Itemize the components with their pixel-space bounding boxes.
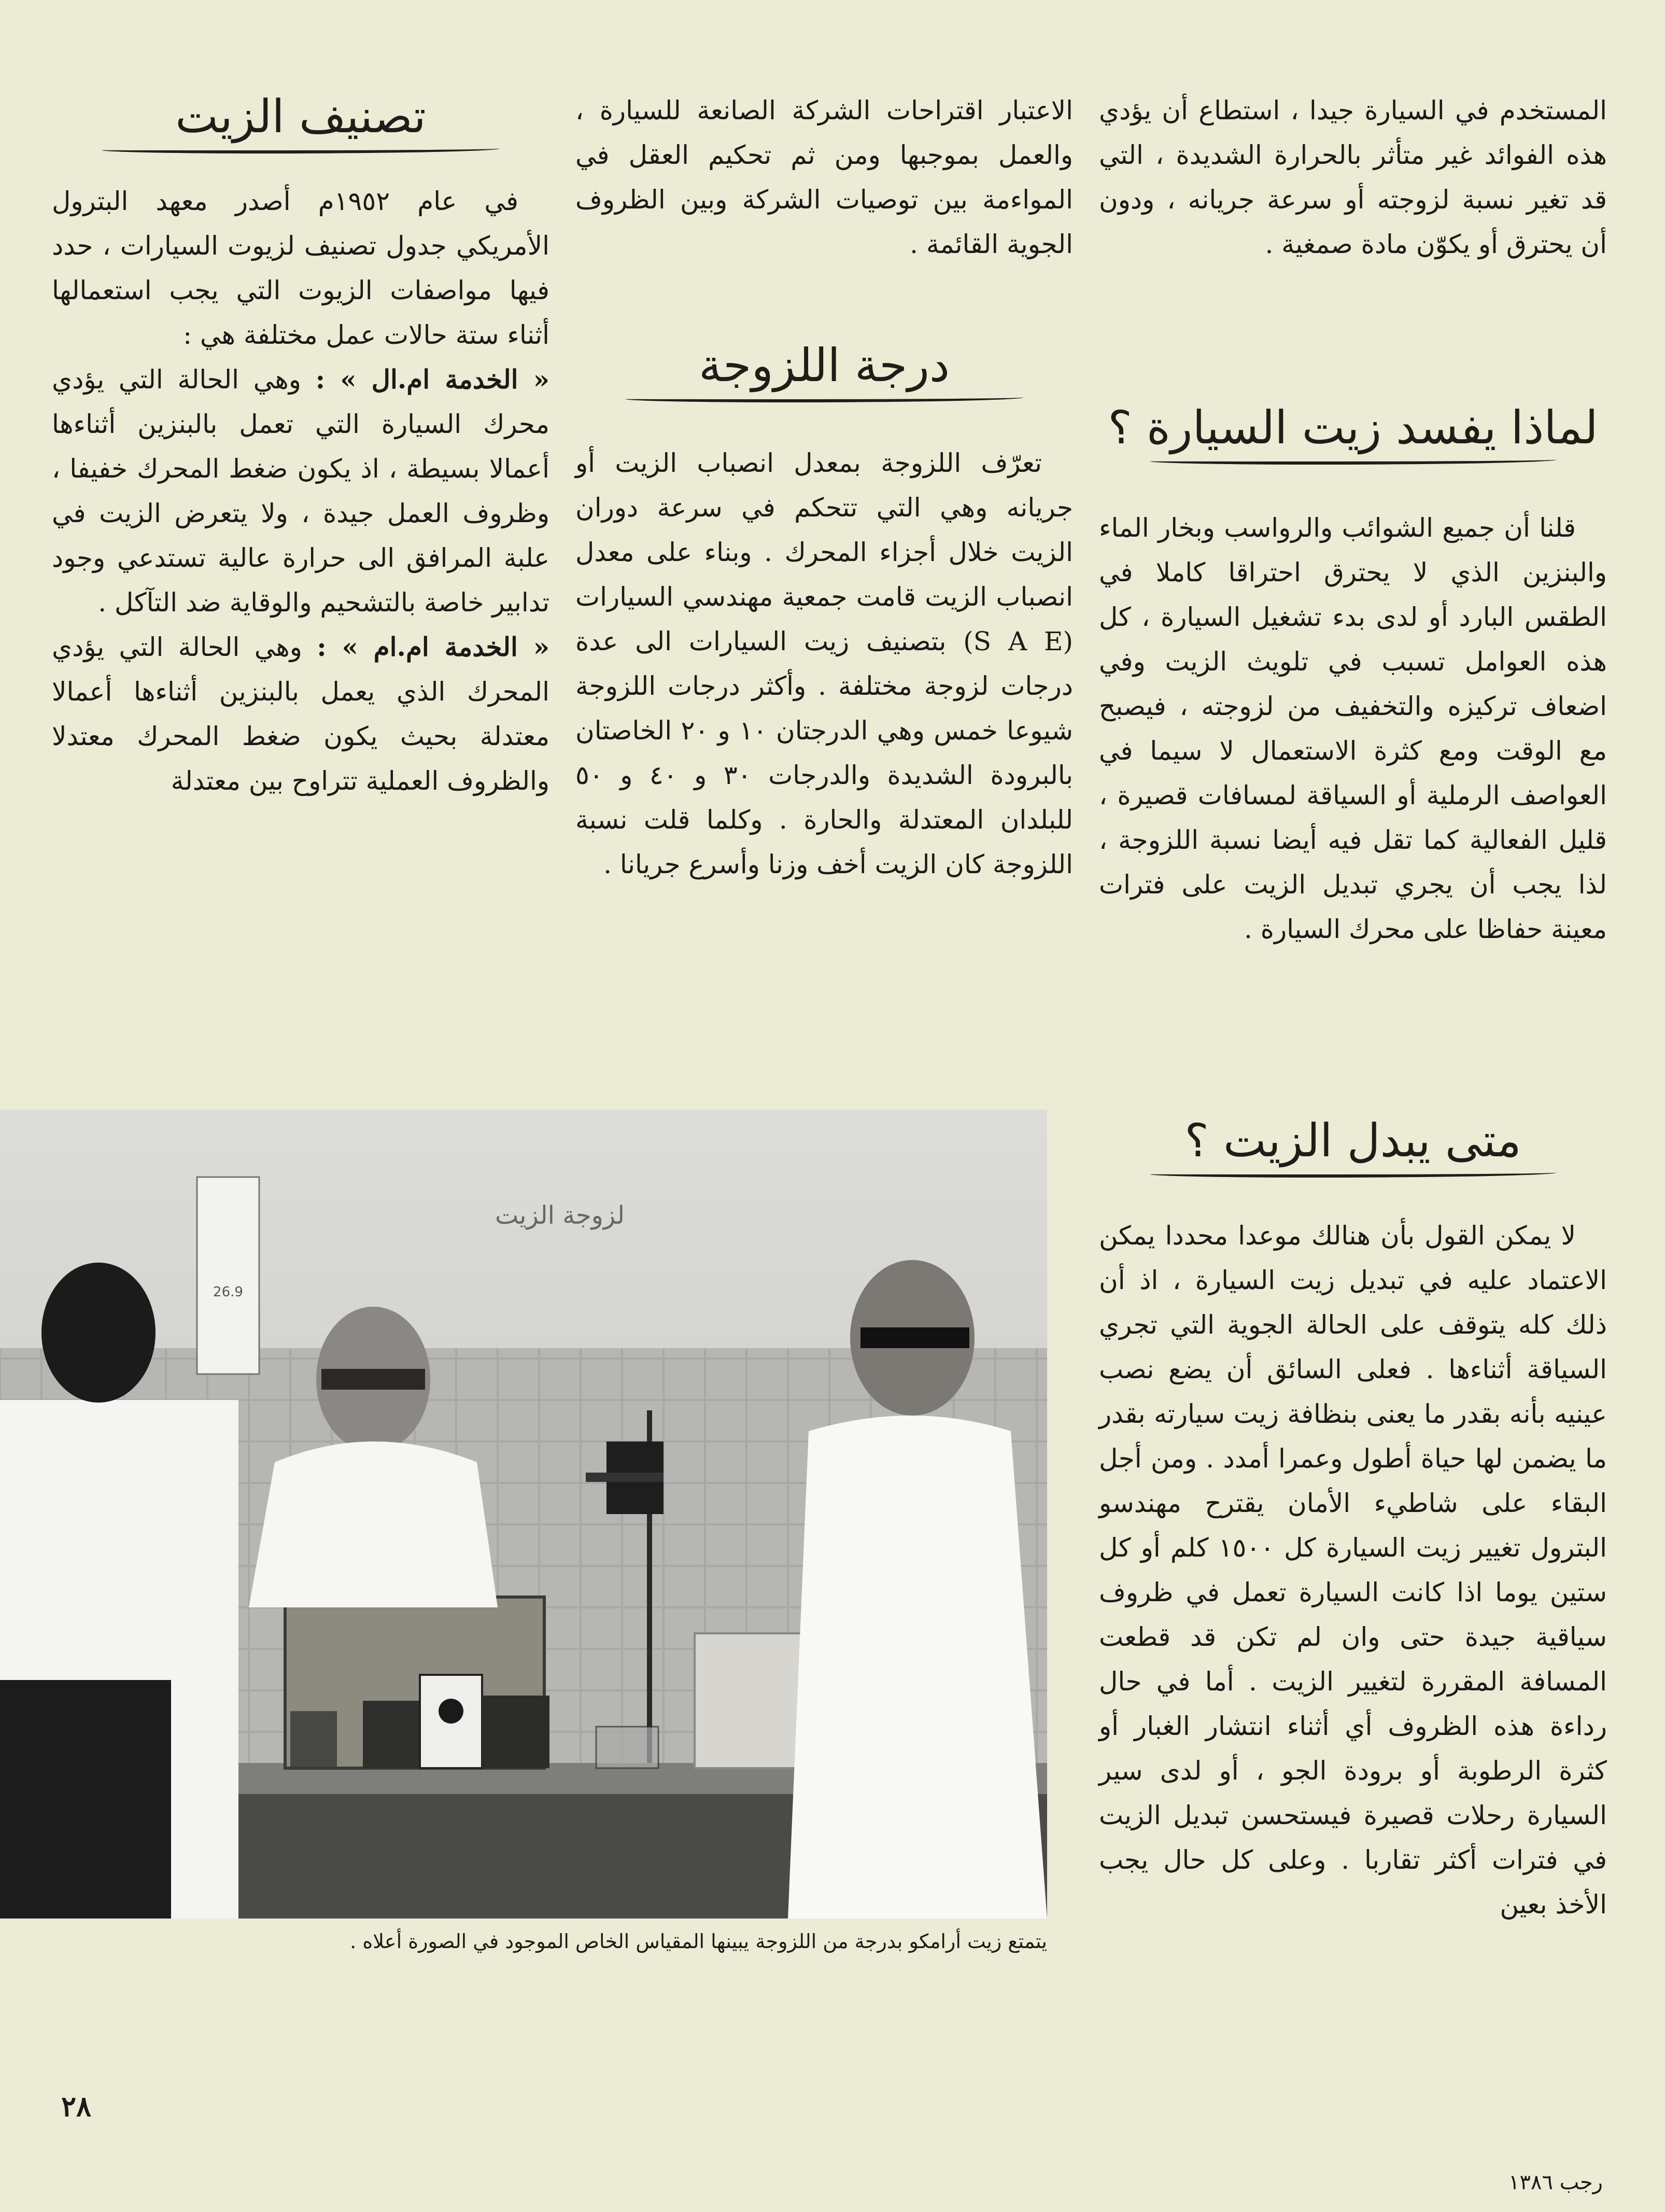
service-ml-text: وهي الحالة التي يؤدي محرك السيارة التي تعمل بالبنزين أثناءها أعمالا بسيطة ، اذ يكون ضغط المحرك خفيفا ، وظروف العمل جيدة ، ولا يتعرض الزيت في علبة المرافق الى حرارة عالية تستدعي وجود تدابير خاصة بالتشحيم والوقاية ضد التآكل . [52,365,549,618]
section-paragraph: لا يمكن القول بأن هنالك موعدا محددا يمكن الاعتماد عليه في تبديل زيت السيارة ، اذ أن ذلك كله يتوقف على الحالة الجوية التي تجري السياقة أثناءها . فعلى السائق أن يضع نصب عينيه بأنه بقدر ما يعنى بنظافة زيت سيارته بقدر ما يضمن لها حياة أطول وعمرا أمدد . ومن أجل البقاء على شاطيء الأمان يقترح مهندسو البترول تغيير زيت السيارة كل ١٥٠٠ كلم أو كل ستين يوما اذا كانت السيارة تعمل في ظروف سياقية جيدة حتى وان لم تكن قد قطعت المسافة المقررة لتغيير الزيت . أما في حال رداءة هذه الظروف أي أثناء انتشار الغبار أو كثرة الرطوبة أو برودة الجو ، أو لدى سير السيارة رحلات قصيرة فيستحسن تبديل الزيت في فترات أكثر تقاربا . وعلى كل حال يجب الأخذ بعين [1099,1221,1607,1920]
section-paragraph: تعرّف اللزوجة بمعدل انصباب الزيت أو جريانه وهي التي تتحكم في سرعة دوران الزيت خلال أجزاء المحرك . وبناء على معدل انصباب الزيت قامت جمعية مهندسي السيارات (S A E) بتصنيف زيت السيارات الى عدة درجات لزوجة مختلفة . وأكثر درجات اللزوجة شيوعا خمس وهي الدرجتان ١٠ و ٢٠ الخاصتان بالبرودة الشديدة والدرجات ٣٠ و ٤٠ و ٥٠ للبلدان المعتدلة والحارة . وكلما قلت نسبة اللزوجة كان الزيت أخف وزنا وأسرع جريانا . [575,448,1074,879]
intro-paragraph: الاعتبار اقتراحات الشركة الصانعة للسيارة ، والعمل بموجبها ومن ثم تحكيم العقل في المواءمة بين توصيات الشركة وبين الظروف الجوية القائمة . [575,95,1073,259]
section-title-text: تصنيف الزيت [175,90,426,143]
section-title-oil-classification [52,88,549,153]
section-title-text: درجة اللزوجة [698,339,950,392]
page-number: ٢٨ [61,2090,92,2123]
service-mm-paragraph [52,625,549,803]
section-title-viscosity-grade [575,337,1073,402]
section-paragraph: قلنا أن جميع الشوائب والرواسب وبخار الماء والبنزين الذي لا يحترق احتراقا كاملا في الطقس البارد أو لدى بدء تشغيل السيارة ، كل هذه العوامل تسبب في تلويث الزيت وفي اضعاف تركيزه والتخفيف من لزوجته ، فيصبح مع الوقت ومع كثرة الاستعمال لا سيما في العواصف الرملية أو السياقة لمسافات قصيرة ، قليل الفعالية كما تقل فيه أيضا نسبة اللزوجة ، لذا يجب أن يجري تبديل الزيت على فترات معينة حفاظا على محرك السيارة . [1099,513,1607,944]
service-ml-label: « الخدمة ام.ال » : [315,364,549,395]
board-number: 26.9 [213,1284,243,1300]
issue-date: رجب ١٣٨٦ [1508,2171,1603,2194]
title-underline [1150,1169,1556,1178]
section-title-text: متى يبدل الزيت ؟ [1184,1114,1521,1167]
title-underline [625,394,1023,402]
section-title-when-change-oil [1099,1112,1607,1178]
service-ml-paragraph [52,357,549,625]
wall-sign-text: لزوجة الزيت [495,1201,625,1230]
lab-photograph [0,1110,1047,1919]
column-right [1099,88,1607,267]
column-right-section1 [1099,506,1607,951]
column-middle [575,88,1073,267]
service-mm-text: وهي الحالة التي يؤدي المحرك الذي يعمل بالبنزين أثناءها أعمالا معتدلة بحيث يكون ضغط المحرك معتدلا والظروف العملية تتراوح بين معتدلة [52,632,549,796]
section-title-why-oil-spoils [1099,399,1607,465]
intro-paragraph: المستخدم في السيارة جيدا ، استطاع أن يؤدي هذه الفوائد غير متأثر بالحرارة الشديدة ، التي قد تغير نسبة لزوجته أو سرعة جريانه ، ودون أن يحترق أو يكوّن مادة صمغية . [1099,95,1607,259]
column-left [52,179,549,803]
service-mm-label: « الخدمة ام.ام » : [317,632,549,662]
column-middle-section [575,441,1073,887]
section-title-text: لماذا يفسد زيت السيارة ؟ [1108,401,1598,454]
photo-caption: يتمتع زيت أرامكو بدرجة من اللزوجة يبينها المقياس الخاص الموجود في الصورة أعلاه . [350,1930,1047,1953]
column-right-section2 [1099,1213,1607,1927]
title-underline [102,145,500,153]
title-underline [1150,456,1556,465]
section-paragraph: في عام ١٩٥٢م أصدر معهد البترول الأمريكي جدول تصنيف لزيوت السيارات ، حدد فيها مواصفات الزيوت التي يجب استعمالها أثناء ستة حالات عمل مختلفة هي : [52,186,549,350]
